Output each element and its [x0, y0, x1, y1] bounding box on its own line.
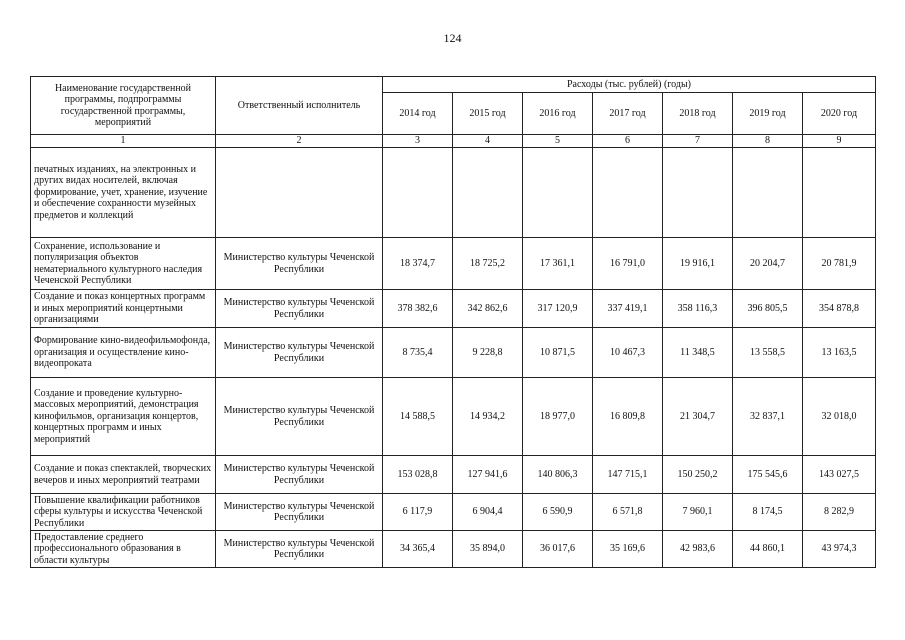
header-row: [31, 77, 876, 93]
row-executor-cell: Министерство культуры Чеченской Республики: [216, 328, 383, 378]
row-name-cell: печатных изданиях, на электронных и других видах носителей, включая формирование, учет, хранение, изучение и обеспечение сохранности музейных предметов и коллекций: [31, 148, 216, 238]
row-value-cell: 21 304,7: [663, 378, 733, 456]
row-value-cell: 378 382,6: [383, 290, 453, 328]
row-value-cell: 6 117,9: [383, 494, 453, 531]
column-number: 8: [733, 135, 803, 148]
row-value-cell: 8 282,9: [803, 494, 876, 531]
row-value-cell: 6 571,8: [593, 494, 663, 531]
row-name-cell: Создание и показ спектаклей, творческих вечеров и иных мероприятий театрами: [31, 456, 216, 494]
row-value-cell: 6 904,4: [453, 494, 523, 531]
table-row: [31, 378, 876, 456]
row-value-cell: 10 467,3: [593, 328, 663, 378]
row-value-cell: 14 934,2: [453, 378, 523, 456]
budget-table: [30, 76, 876, 568]
column-number: 7: [663, 135, 733, 148]
row-executor-cell: Министерство культуры Чеченской Республики: [216, 494, 383, 531]
row-value-cell: 337 419,1: [593, 290, 663, 328]
table-row: [31, 531, 876, 568]
table-row: [31, 290, 876, 328]
column-number: 3: [383, 135, 453, 148]
row-value-cell: 32 837,1: [733, 378, 803, 456]
row-value-cell: 175 545,6: [733, 456, 803, 494]
row-name-cell: Предоставление среднего профессионального образования в области культуры: [31, 531, 216, 568]
table-row: [31, 456, 876, 494]
row-value-cell: 342 862,6: [453, 290, 523, 328]
row-value-cell: 6 590,9: [523, 494, 593, 531]
row-value-cell: 35 169,6: [593, 531, 663, 568]
row-executor-cell: Министерство культуры Чеченской Республики: [216, 531, 383, 568]
header-year: 2019 год: [733, 93, 803, 135]
row-value-cell: 43 974,3: [803, 531, 876, 568]
row-value-cell: 8 174,5: [733, 494, 803, 531]
header-executor-column: Ответственный исполнитель: [216, 77, 383, 135]
row-value-cell: 10 871,5: [523, 328, 593, 378]
row-executor-cell: Министерство культуры Чеченской Республики: [216, 238, 383, 290]
row-value-cell: 14 588,5: [383, 378, 453, 456]
row-value-cell: 7 960,1: [663, 494, 733, 531]
row-value-cell: 8 735,4: [383, 328, 453, 378]
row-value-cell: 16 809,8: [593, 378, 663, 456]
row-executor-cell: Министерство культуры Чеченской Республики: [216, 456, 383, 494]
row-value-cell: 18 374,7: [383, 238, 453, 290]
table-row: [31, 494, 876, 531]
row-value-cell: 18 977,0: [523, 378, 593, 456]
row-name-cell: Формирование кино-видеофильмофонда, организация и осуществление кино-видеопроката: [31, 328, 216, 378]
row-executor-cell: Министерство культуры Чеченской Республики: [216, 378, 383, 456]
row-value-cell: 147 715,1: [593, 456, 663, 494]
table-row: [31, 148, 876, 238]
header-year: 2018 год: [663, 93, 733, 135]
row-value-cell: [453, 148, 523, 238]
header-year: 2014 год: [383, 93, 453, 135]
row-value-cell: [803, 148, 876, 238]
column-number: 4: [453, 135, 523, 148]
header-year: 2017 год: [593, 93, 663, 135]
row-value-cell: 34 365,4: [383, 531, 453, 568]
row-value-cell: 13 163,5: [803, 328, 876, 378]
row-value-cell: [733, 148, 803, 238]
row-value-cell: 143 027,5: [803, 456, 876, 494]
row-value-cell: 18 725,2: [453, 238, 523, 290]
row-value-cell: 127 941,6: [453, 456, 523, 494]
row-value-cell: 354 878,8: [803, 290, 876, 328]
row-executor-cell: Министерство культуры Чеченской Республики: [216, 290, 383, 328]
row-value-cell: 35 894,0: [453, 531, 523, 568]
row-value-cell: 150 250,2: [663, 456, 733, 494]
table-row: [31, 328, 876, 378]
row-value-cell: 17 361,1: [523, 238, 593, 290]
row-value-cell: 13 558,5: [733, 328, 803, 378]
table-row: [31, 238, 876, 290]
column-number-row: [31, 135, 876, 148]
header-year: 2020 год: [803, 93, 876, 135]
row-value-cell: 16 791,0: [593, 238, 663, 290]
row-name-cell: Повышение квалификации работников сферы культуры и искусства Чеченской Республики: [31, 494, 216, 531]
row-value-cell: 140 806,3: [523, 456, 593, 494]
column-number: 6: [593, 135, 663, 148]
row-value-cell: 153 028,8: [383, 456, 453, 494]
page-number: 124: [443, 31, 462, 45]
row-value-cell: 42 983,6: [663, 531, 733, 568]
header-year: 2016 год: [523, 93, 593, 135]
row-value-cell: [383, 148, 453, 238]
row-value-cell: 11 348,5: [663, 328, 733, 378]
column-number: 2: [216, 135, 383, 148]
header-name-column: Наименование государственной программы, подпрограммы государственной программы, мероприятий: [31, 77, 216, 135]
row-value-cell: 20 204,7: [733, 238, 803, 290]
row-value-cell: 44 860,1: [733, 531, 803, 568]
row-name-cell: Создание и показ концертных программ и иных мероприятий концертными организациями: [31, 290, 216, 328]
row-value-cell: 9 228,8: [453, 328, 523, 378]
row-value-cell: 32 018,0: [803, 378, 876, 456]
header-year: 2015 год: [453, 93, 523, 135]
row-value-cell: [593, 148, 663, 238]
row-name-cell: Сохранение, использование и популяризация объектов нематериального культурного наследия Чеченской Республики: [31, 238, 216, 290]
row-value-cell: [663, 148, 733, 238]
row-value-cell: 358 116,3: [663, 290, 733, 328]
row-name-cell: Создание и проведение культурно-массовых мероприятий, демонстрация кинофильмов, организация концертов, концертных программ и иных мероприятий: [31, 378, 216, 456]
row-value-cell: 317 120,9: [523, 290, 593, 328]
column-number: 1: [31, 135, 216, 148]
row-value-cell: 19 916,1: [663, 238, 733, 290]
column-number: 5: [523, 135, 593, 148]
row-value-cell: 396 805,5: [733, 290, 803, 328]
row-executor-cell: [216, 148, 383, 238]
row-value-cell: 36 017,6: [523, 531, 593, 568]
column-number: 9: [803, 135, 876, 148]
header-expenses: Расходы (тыс. рублей) (годы): [383, 77, 876, 93]
row-value-cell: [523, 148, 593, 238]
row-value-cell: 20 781,9: [803, 238, 876, 290]
